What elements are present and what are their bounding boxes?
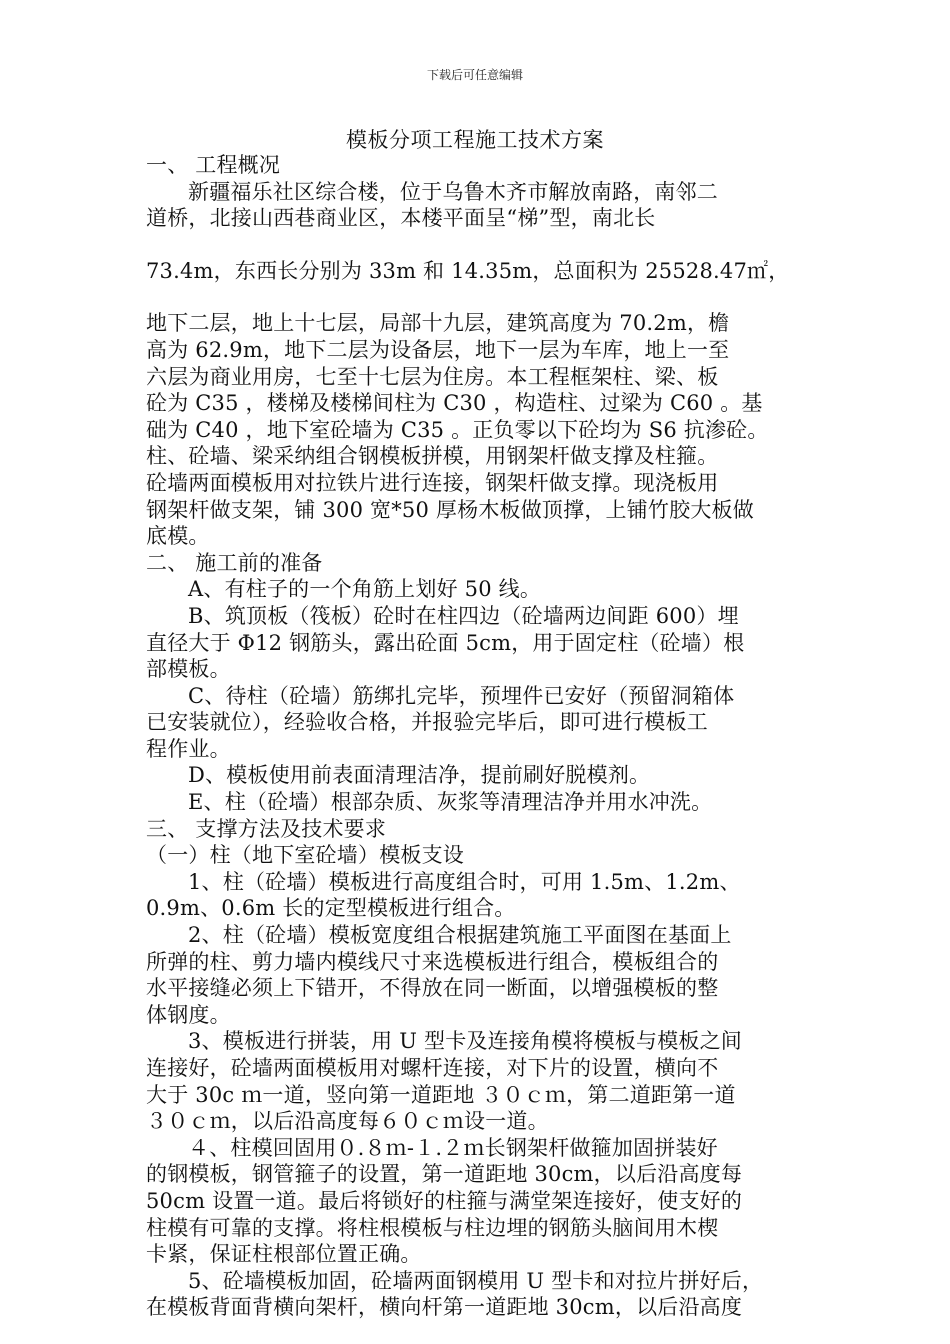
paragraph-line: 的钢模板，钢管箍子的设置，第一道距地 30cm，以后沿高度每: [146, 1162, 743, 1187]
paragraph-line: 所弹的柱、剪力墙内模线尺寸来选模板进行组合，模板组合的: [146, 949, 719, 974]
paragraph-line: A、有柱子的一个角筋上划好 50 线。: [188, 577, 542, 602]
paragraph-line: B、筑顶板（筏板）砼时在柱四边（砼墙两边间距 600）埋: [188, 603, 739, 628]
paragraph-line: 砼为 C35 ，楼梯及楼梯间柱为 C30 ，构造柱、过梁为 C60 。基: [146, 391, 763, 416]
paragraph-line: 砼墙两面模板用对拉铁片进行连接，钢架杆做支撑。现浇板用: [146, 470, 719, 495]
paragraph-line: 础为 C40 ，地下室砼墙为 C35 。正负零以下砼均为 S6 抗渗砼。: [146, 417, 769, 442]
paragraph-line: 0.9m、0.6m 长的定型模板进行组合。: [146, 896, 516, 921]
paragraph-line: 柱、砼墙、梁采纳组合钢模板拼模，用钢架杆做支撑及柱箍。: [146, 444, 719, 469]
paragraph-line: 高为 62.9m，地下二层为设备层，地下一层为车库，地上一至: [146, 337, 730, 362]
paragraph-line: 钢架杆做支架，铺 300 宽*50 厚杨木板做顶撑，上铺竹胶大板做: [146, 497, 754, 522]
paragraph-line: ３０ｃｍ，以后沿高度每６０ｃｍ设一道。: [146, 1109, 549, 1134]
paragraph-line: 地下二层，地上十七层，局部十九层，建筑高度为 70.2m，檐: [146, 311, 730, 336]
paragraph-line: 2、柱（砼墙）模板宽度组合根据建筑施工平面图在基面上: [188, 923, 732, 948]
paragraph-line: 水平接缝必须上下错开，不得放在同一断面，以增强模板的整: [146, 976, 719, 1001]
paragraph-line: 连接好，砼墙两面模板用对螺杆连接，对下片的设置，横向不: [146, 1056, 719, 1080]
paragraph-line: 新疆福乐社区综合楼，位于乌鲁木齐市解放南路，南邻二: [188, 179, 718, 204]
paragraph-line: 50cm 设置一道。最后将锁好的柱箍与满堂架连接好，使支好的: [146, 1188, 743, 1213]
paragraph-line: ４、柱模回固用０.８ｍ-１.２ｍ长钢架杆做箍加固拼装好: [188, 1135, 718, 1160]
paragraph-line: 一、 工程概况: [146, 153, 281, 177]
paragraph-line: 大于 30c ｍ一道，竖向第一道距地 ３０ｃｍ，第二道距第一道: [146, 1082, 736, 1107]
paragraph-line: 三、 支撑方法及技术要求: [146, 816, 387, 841]
paragraph-line: C、待柱（砼墙）筋绑扎完毕，预埋件已安好（预留洞箱体: [188, 683, 735, 708]
paragraph-line: 3、模板进行拼装，用 U 型卡及连接角模将模板与模板之间: [188, 1029, 743, 1054]
document-body: [146, 152, 814, 1321]
paragraph-line: 在模板背面背横向架杆，横向杆第一道距地 30cm，以后沿高度: [146, 1295, 743, 1320]
paragraph-line: 道桥，北接山西巷商业区，本楼平面呈“梯”型，南北长: [146, 206, 656, 231]
paragraph-line: 直径大于 Φ12 钢筋头，露出砼面 5cm，用于固定柱（砼墙）根: [146, 630, 745, 655]
paragraph-line: 已安装就位），经验收合格，并报验完毕后，即可进行模板工: [146, 710, 708, 735]
paragraph-line: E、柱（砼墙）根部杂质、灰浆等清理洁净并用水冲洗。: [188, 790, 713, 815]
paragraph-line: 体钢度。: [146, 1002, 231, 1027]
paragraph-line: 卡紧，保证柱根部位置正确。: [146, 1242, 422, 1267]
paragraph-line: 程作业。: [146, 736, 231, 761]
document-title: 模板分项工程施工技术方案: [346, 128, 604, 152]
paragraph-line: 73.4m，东西长分别为 33m 和 14.35m，总面积为 25528.47㎡，: [146, 258, 790, 283]
paragraph-line: （一）柱（地下室砼墙）模板支设: [146, 843, 464, 868]
paragraph-line: 底模。: [146, 524, 210, 549]
paragraph-line: 六层为商业用房，七至十七层为住房。本工程框架柱、梁、板: [146, 364, 719, 389]
paragraph-line: D、模板使用前表面清理洁净，提前刷好脱模剂。: [188, 763, 651, 788]
paragraph-line: 1、柱（砼墙）模板进行高度组合时，可用 1.5m、1.2m、: [188, 869, 741, 894]
header-note: 下载后可任意编辑: [426, 68, 523, 82]
paragraph-line: 柱模有可靠的支撑。将柱根模板与柱边埋的钢筋头脑间用木楔: [146, 1215, 719, 1240]
paragraph-line: 部模板。: [146, 657, 231, 682]
paragraph-line: 5、砼墙模板加固，砼墙两面钢模用 U 型卡和对拉片拼好后，: [188, 1268, 764, 1293]
paragraph-line: 二、 施工前的准备: [146, 550, 323, 575]
